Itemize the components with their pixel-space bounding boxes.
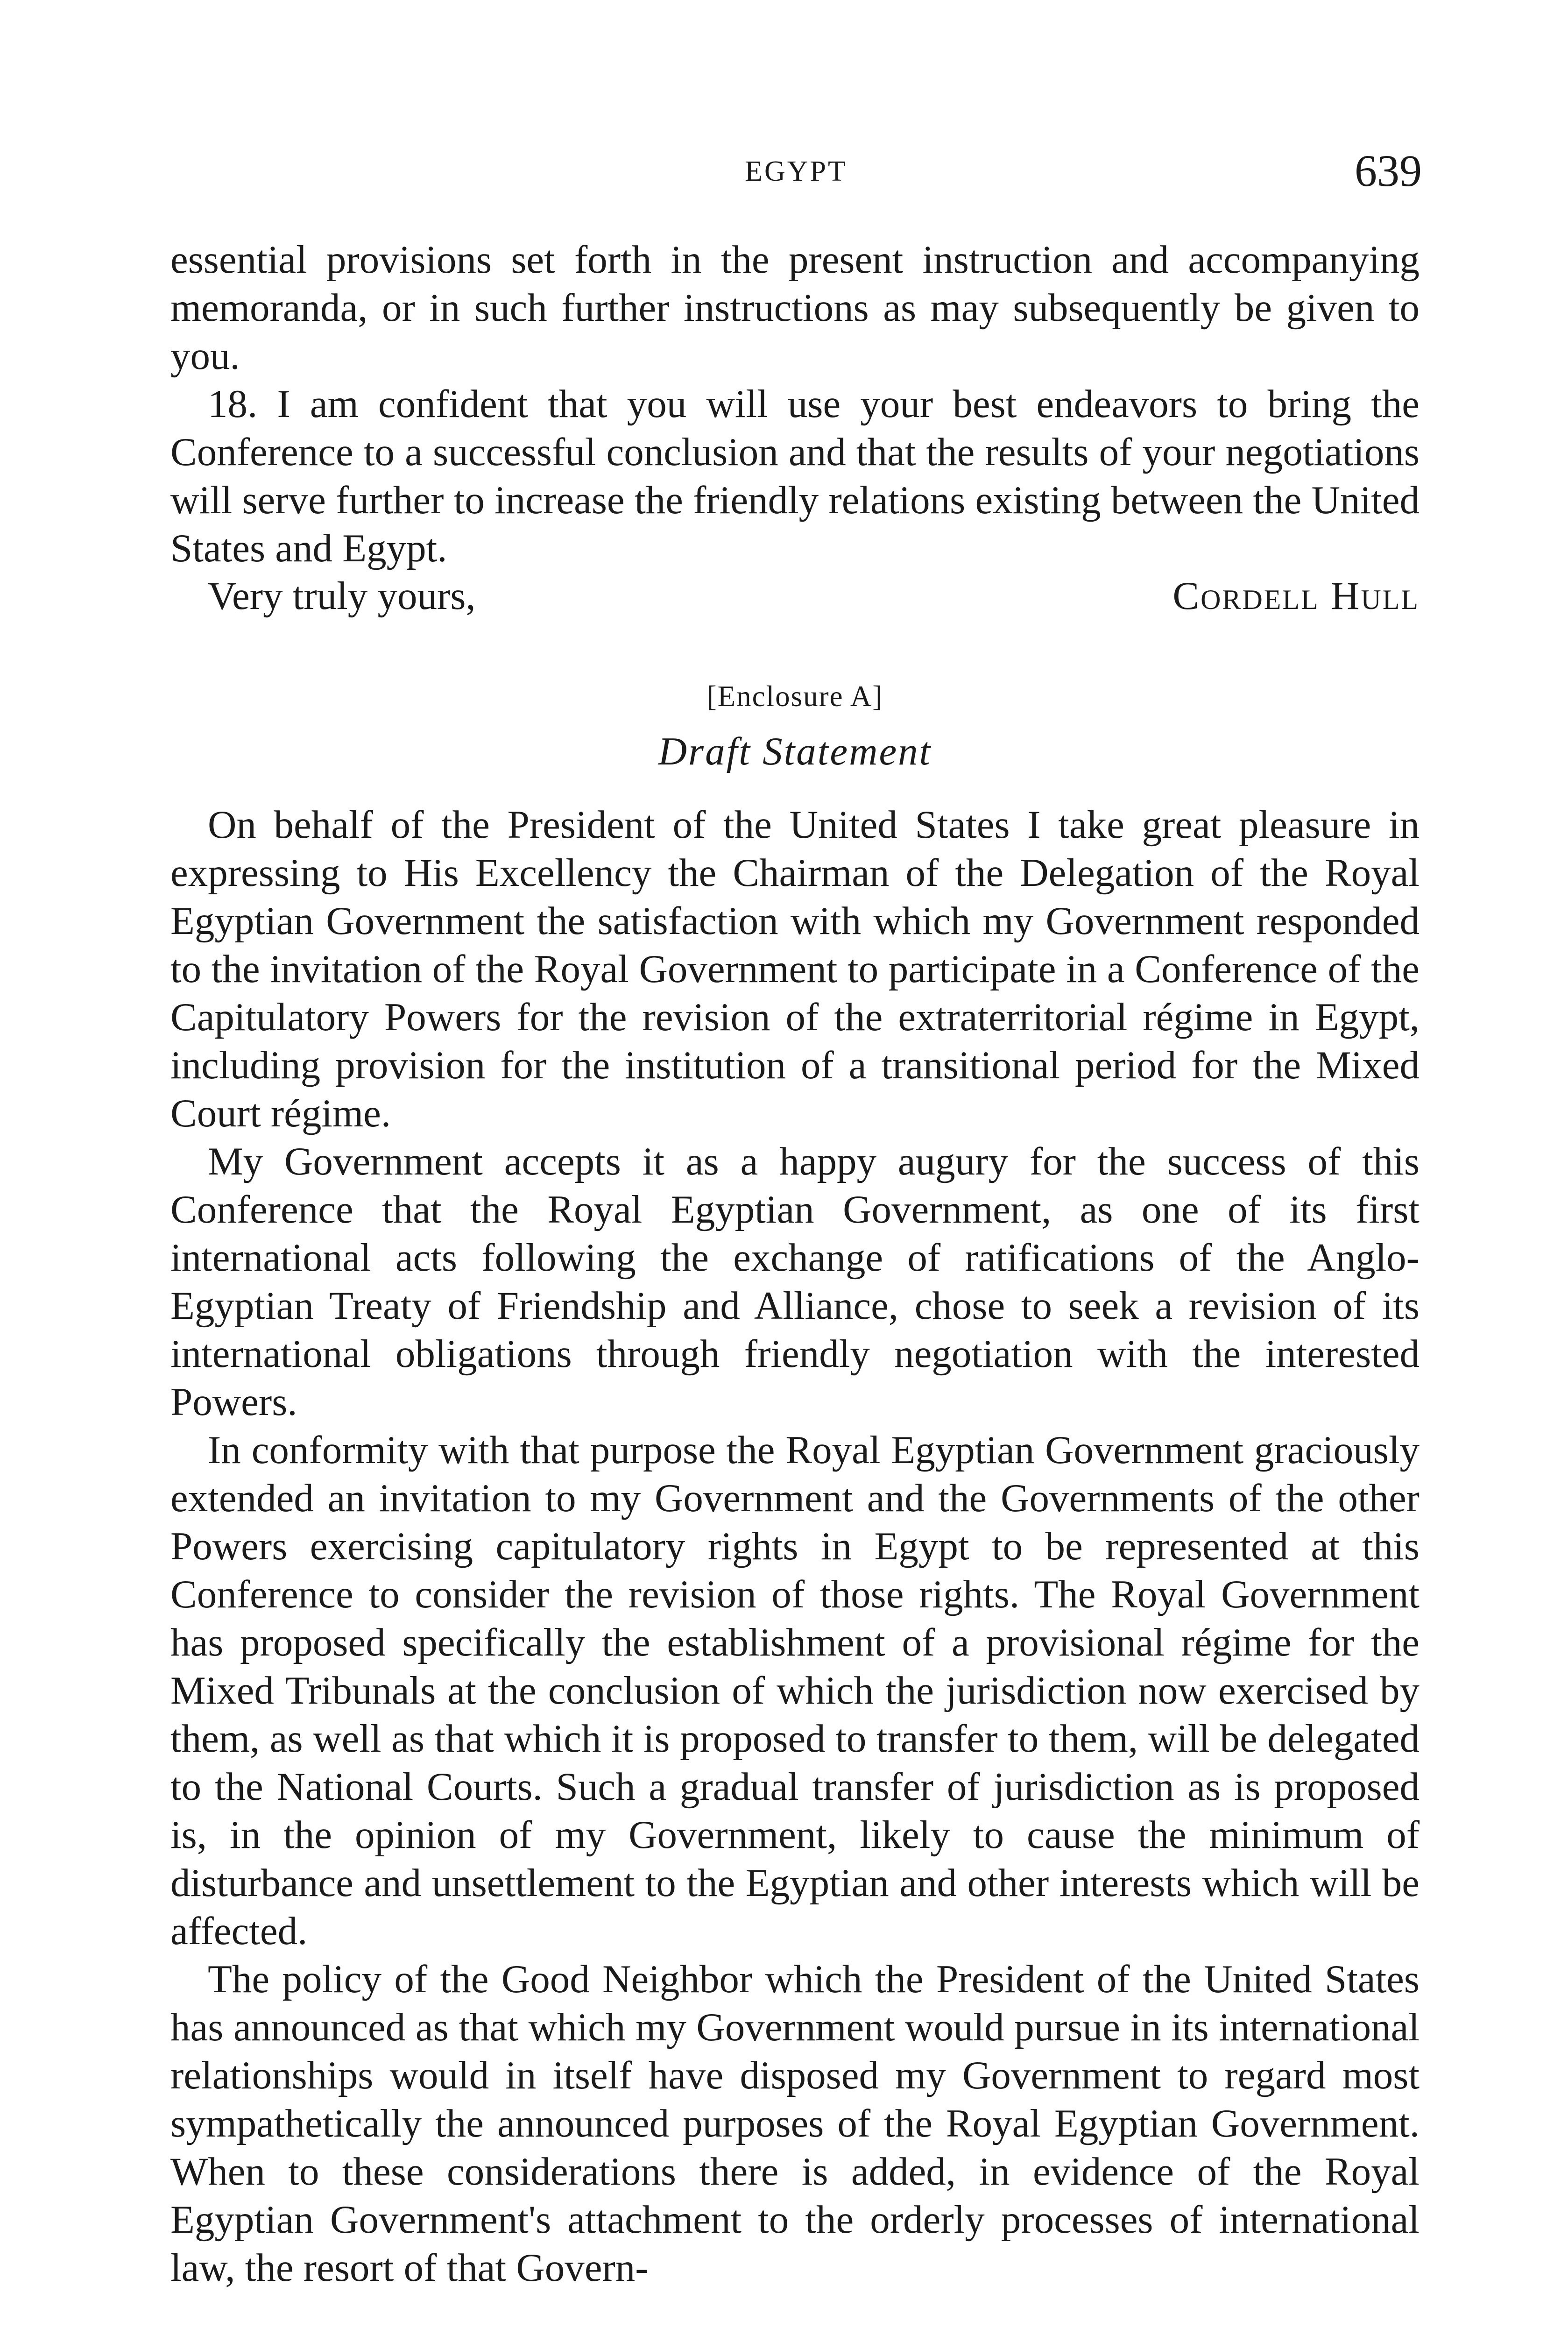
enclosure-title: Draft Statement [658,729,932,773]
signature: Cordell Hull [1172,574,1420,618]
instruction-conclusion [170,236,1420,573]
running-title: EGYPT [745,156,848,187]
statement-paragraph: In conformity with that purpose the Royal Egyptian Government graciously extended an invitation to my Government and the Governments of the other Powers exercising capitulatory rights in Egypt to be represented at this Conference to consider the revision of those rights. The Royal Government has proposed specifically the establishment of a provisional régime for the Mixed Tribunals at the conclusion of which the jurisdiction now exercised by them, as well as that which it is proposed to transfer to them, will be delegated to the National Courts. Such a gradual transfer of jurisdiction as is proposed is, in the opinion of my Government, likely to cause the minimum of disturbance and unsettlement to the Egyptian and other interests which will be affected. [170,1428,1420,1953]
draft-statement-body [170,801,1420,2292]
valediction: Very truly yours, [208,574,476,618]
paragraph-18: 18. I am confident that you will use your best endeavors to bring the Conference to a successful conclusion and that the results of your negotiations will serve further to increase the friendly relations existing between the United States and Egypt. [170,382,1420,570]
enclosure-label: [Enclosure A] [706,680,883,713]
statement-paragraph: My Government accepts it as a happy augury for the success of this Conference that the Royal Egyptian Government, as one of its first international acts following the exchange of ratifications of the Anglo-Egyptian Treaty of Friendship and Alliance, chose to seek a revision of its international obligations through friendly negotiation with the interested Powers. [170,1139,1420,1424]
letter-closing [170,572,1420,623]
statement-paragraph: The policy of the Good Neighbor which the President of the United States has announced as that which my Government would pursue in its international relationships would in itself have disposed my Government to regard most sympathetically the announced purposes of the Royal Egyptian Government. When to these considerations there is added, in evidence of the Royal Egyptian Government's attachment to the orderly processes of international law, the resort of that Govern- [170,1957,1420,2290]
page-number: 639 [1355,146,1422,196]
paragraph-continued: essential provisions set forth in the present instruction and accompanying memoranda, or in such further instructions as may subsequently be given to you. [170,238,1420,378]
running-head [170,145,1422,196]
statement-paragraph: On behalf of the President of the United States I take great pleasure in expressing to His Excellency the Chairman of the Delegation of the Royal Egyptian Government the satisfaction with which my Government responded to the invitation of the Royal Government to participate in a Conference of the Capitulatory Powers for the revision of the extraterritorial régime in Egypt, including provision for the institution of a transitional period for the Mixed Court régime. [170,803,1420,1135]
